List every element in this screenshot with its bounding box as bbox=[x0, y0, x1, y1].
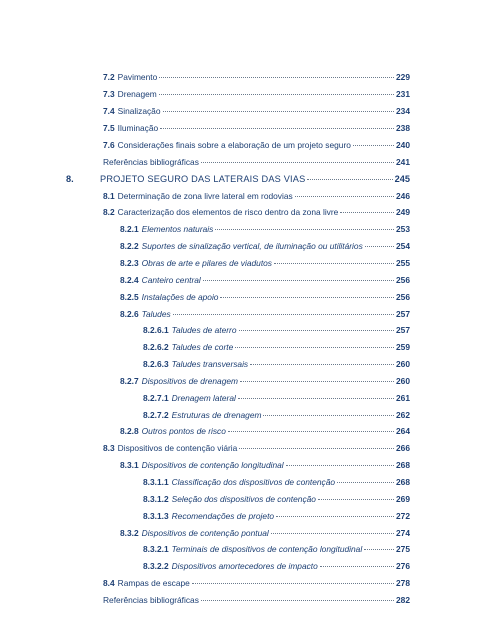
dot-leader bbox=[340, 212, 394, 213]
toc-entry[interactable] bbox=[103, 138, 410, 152]
toc-entry-title: Sinalização bbox=[117, 106, 161, 116]
toc-entry-title: Taludes de aterro bbox=[171, 325, 237, 335]
toc-entry-number: 8.2.4 bbox=[120, 275, 139, 285]
dot-leader bbox=[160, 128, 394, 129]
dot-leader bbox=[364, 549, 394, 550]
toc-entry[interactable] bbox=[143, 357, 410, 371]
dot-leader bbox=[271, 533, 394, 534]
toc-entry[interactable] bbox=[120, 239, 410, 253]
toc-entry[interactable] bbox=[143, 475, 410, 489]
toc-entry-page-number: 254 bbox=[396, 241, 410, 251]
toc-entry-page-number: 266 bbox=[396, 443, 410, 453]
dot-leader bbox=[201, 162, 394, 163]
toc-entry-number: 8.2.6 bbox=[120, 309, 139, 319]
toc-entry-number: 7.3 bbox=[103, 89, 115, 99]
dot-leader bbox=[250, 364, 394, 365]
toc-entry-page-number: 240 bbox=[396, 140, 410, 150]
toc-entry-title: Seleção dos dispositivos de contenção bbox=[171, 494, 316, 504]
dot-leader bbox=[276, 516, 394, 517]
toc-entry[interactable] bbox=[143, 492, 410, 506]
toc-entry[interactable] bbox=[143, 391, 410, 405]
toc-entry-number: 8.2.1 bbox=[120, 224, 139, 234]
toc-entry-page-number: 241 bbox=[396, 157, 410, 167]
toc-entry-page-number: 255 bbox=[396, 258, 410, 268]
toc-entry-page-number: 246 bbox=[396, 191, 410, 201]
dot-leader bbox=[173, 314, 394, 315]
toc-entry-page-number: 276 bbox=[396, 561, 410, 571]
toc-entry-page-number: 260 bbox=[396, 359, 410, 369]
toc-entry-number: 8.2.8 bbox=[120, 426, 139, 436]
toc-entry[interactable] bbox=[120, 273, 410, 287]
toc-entry[interactable] bbox=[120, 256, 410, 270]
toc-entry[interactable] bbox=[120, 307, 410, 321]
toc-entry-page-number: 249 bbox=[396, 207, 410, 217]
toc-entry-title: Classificação dos dispositivos de contenção bbox=[171, 477, 336, 487]
toc-entry-title: Referências bibliográficas bbox=[103, 595, 199, 605]
toc-entry-number: 8.2.7.1 bbox=[143, 393, 169, 403]
dot-leader bbox=[192, 583, 394, 584]
toc-entry[interactable] bbox=[103, 593, 410, 607]
toc-entry-title: Dispositivos de contenção viária bbox=[117, 443, 238, 453]
toc-entry-title: Obras de arte e pilares de viadutos bbox=[141, 258, 272, 268]
dot-leader bbox=[353, 145, 394, 146]
toc-entry-number: 8.2.7.2 bbox=[143, 410, 169, 420]
toc-entry-title: Dispositivos de contenção pontual bbox=[141, 528, 269, 538]
toc-entry[interactable] bbox=[103, 155, 410, 169]
toc-entry-number: 8.2.6.2 bbox=[143, 342, 169, 352]
toc-entry-number: 7.4 bbox=[103, 106, 115, 116]
dot-leader bbox=[239, 330, 395, 331]
toc-entry-page-number: 282 bbox=[396, 595, 410, 605]
dot-leader bbox=[239, 448, 394, 449]
toc-entry[interactable] bbox=[103, 104, 410, 118]
dot-leader bbox=[286, 465, 394, 466]
toc-entry-number: 8.3.1.3 bbox=[143, 511, 169, 521]
toc-entry-title: Terminais de dispositivos de contenção longitudinal bbox=[171, 544, 363, 554]
toc-entry[interactable] bbox=[143, 509, 410, 523]
toc-entry-page-number: 234 bbox=[396, 106, 410, 116]
toc-entry-number: 8.3.1.1 bbox=[143, 477, 169, 487]
toc-entry-number: 8.2.6.1 bbox=[143, 325, 169, 335]
toc-entry-page-number: 238 bbox=[396, 123, 410, 133]
toc-entry-title: Drenagem lateral bbox=[171, 393, 236, 403]
toc-entry-title: PROJETO SEGURO DAS LATERAIS DAS VIAS bbox=[100, 174, 306, 184]
toc-entry-page-number: 259 bbox=[396, 342, 410, 352]
toc-entry[interactable] bbox=[103, 121, 410, 135]
toc-entry-page-number: 260 bbox=[396, 376, 410, 386]
toc-entry-title: Recomendações de projeto bbox=[171, 511, 275, 521]
toc-entry[interactable] bbox=[120, 374, 410, 388]
toc-entry-number: 8.3.1 bbox=[120, 460, 139, 470]
toc-entry-title: Estruturas de drenagem bbox=[171, 410, 262, 420]
toc-entry-page-number: 257 bbox=[396, 325, 410, 335]
dot-leader bbox=[203, 280, 394, 281]
toc-entry-number: 8.1 bbox=[103, 191, 115, 201]
toc-entry-title: Rampas de escape bbox=[117, 578, 190, 588]
toc-entry-number: 8.3 bbox=[103, 443, 115, 453]
toc-entry-page-number: 275 bbox=[396, 544, 410, 554]
toc-entry-title: Dispositivos amortecedores de impacto bbox=[171, 561, 318, 571]
toc-entry-page-number: 268 bbox=[396, 460, 410, 470]
toc-entry-page-number: 257 bbox=[396, 309, 410, 319]
dot-leader bbox=[307, 179, 392, 180]
toc-entry-page-number: 262 bbox=[396, 410, 410, 420]
toc-entry-title: Dispositivos de contenção longitudinal bbox=[141, 460, 284, 470]
dot-leader bbox=[318, 499, 394, 500]
toc-entry-title: Canteiro central bbox=[141, 275, 201, 285]
toc-entry[interactable] bbox=[120, 290, 410, 304]
toc-entry-page-number: 274 bbox=[396, 528, 410, 538]
toc-entry-number: 8.2.6.3 bbox=[143, 359, 169, 369]
dot-leader bbox=[163, 111, 395, 112]
toc-entry-title: Dispositivos de drenagem bbox=[141, 376, 239, 386]
toc-entry-page-number: 268 bbox=[396, 477, 410, 487]
dot-leader bbox=[240, 381, 394, 382]
dot-leader bbox=[235, 347, 394, 348]
toc-entry[interactable] bbox=[103, 70, 410, 84]
toc-entry-number: 8.3.1.2 bbox=[143, 494, 169, 504]
toc-entry-page-number: 256 bbox=[396, 292, 410, 302]
toc-entry-page-number: 229 bbox=[396, 72, 410, 82]
toc-entry-title: Drenagem bbox=[117, 89, 157, 99]
toc-entry-number: 8.2.2 bbox=[120, 241, 139, 251]
toc-entry-title: Suportes de sinalização vertical, de iluminação ou utilitários bbox=[141, 241, 363, 251]
toc-entry[interactable] bbox=[103, 205, 410, 219]
dot-leader bbox=[159, 77, 394, 78]
toc-entry-title: Determinação de zona livre lateral em rodovias bbox=[117, 191, 293, 201]
toc-entry-title: Caracterização dos elementos de risco dentro da zona livre bbox=[117, 207, 339, 217]
toc-entry-title: Taludes bbox=[141, 309, 171, 319]
dot-leader bbox=[215, 229, 394, 230]
toc-entry[interactable] bbox=[143, 559, 410, 573]
toc-entry-number: 8.2 bbox=[103, 207, 115, 217]
toc-entry[interactable] bbox=[143, 340, 410, 354]
dot-leader bbox=[320, 566, 394, 567]
toc-entry-title: Referências bibliográficas bbox=[103, 157, 199, 167]
toc-entry[interactable] bbox=[120, 526, 410, 540]
toc-entry-page-number: 278 bbox=[396, 578, 410, 588]
toc-entry-page-number: 253 bbox=[396, 224, 410, 234]
toc-entry-page-number: 256 bbox=[396, 275, 410, 285]
toc-chapter-entry[interactable] bbox=[66, 172, 410, 186]
toc-entry-title: Iluminação bbox=[117, 123, 159, 133]
dot-leader bbox=[159, 94, 394, 95]
toc-entry[interactable] bbox=[103, 576, 410, 590]
dot-leader bbox=[201, 600, 394, 601]
toc-entry-title: Taludes transversais bbox=[171, 359, 249, 369]
toc-entry-page-number: 231 bbox=[396, 89, 410, 99]
toc-entry[interactable] bbox=[103, 441, 410, 455]
toc-entry-title: Considerações finais sobre a elaboração de um projeto seguro bbox=[117, 140, 351, 150]
toc-entry-number: 8. bbox=[66, 174, 74, 184]
dot-leader bbox=[228, 431, 394, 432]
toc-entry-number: 8.2.7 bbox=[120, 376, 139, 386]
toc-entry-number: 8.2.3 bbox=[120, 258, 139, 268]
toc-entry-title: Elementos naturais bbox=[141, 224, 214, 234]
dot-leader bbox=[238, 398, 394, 399]
toc-entry-number: 8.3.2.2 bbox=[143, 561, 169, 571]
dot-leader bbox=[274, 263, 394, 264]
toc-entry-number: 8.3.2 bbox=[120, 528, 139, 538]
toc-entry[interactable] bbox=[120, 222, 410, 236]
toc-entry[interactable] bbox=[103, 87, 410, 101]
toc-entry-page-number: 269 bbox=[396, 494, 410, 504]
toc-entry[interactable] bbox=[143, 542, 410, 556]
toc-entry-number: 7.2 bbox=[103, 72, 115, 82]
toc-entry-number: 8.2.5 bbox=[120, 292, 139, 302]
toc-entry-page-number: 272 bbox=[396, 511, 410, 521]
toc-entry[interactable] bbox=[120, 458, 410, 472]
toc-entry[interactable] bbox=[120, 424, 410, 438]
toc-entry-number: 7.5 bbox=[103, 123, 115, 133]
dot-leader bbox=[365, 246, 394, 247]
toc-entry-title: Outros pontos de risco bbox=[141, 426, 226, 436]
toc-entry-page-number: 264 bbox=[396, 426, 410, 436]
toc-entry-page-number: 261 bbox=[396, 393, 410, 403]
toc-entry-title: Taludes de corte bbox=[171, 342, 234, 352]
toc-entry[interactable] bbox=[143, 323, 410, 337]
toc-entry-number: 8.4 bbox=[103, 578, 115, 588]
dot-leader bbox=[263, 415, 394, 416]
toc-entry-title: Pavimento bbox=[117, 72, 158, 82]
toc-entry[interactable] bbox=[103, 189, 410, 203]
dot-leader bbox=[220, 297, 394, 298]
toc-entry-page-number: 245 bbox=[394, 174, 410, 184]
dot-leader bbox=[295, 196, 394, 197]
toc-entry[interactable] bbox=[143, 408, 410, 422]
dot-leader bbox=[337, 482, 394, 483]
toc-entry-title: Instalações de apoio bbox=[141, 292, 219, 302]
toc-entry-number: 8.3.2.1 bbox=[143, 544, 169, 554]
toc-entry-number: 7.6 bbox=[103, 140, 115, 150]
